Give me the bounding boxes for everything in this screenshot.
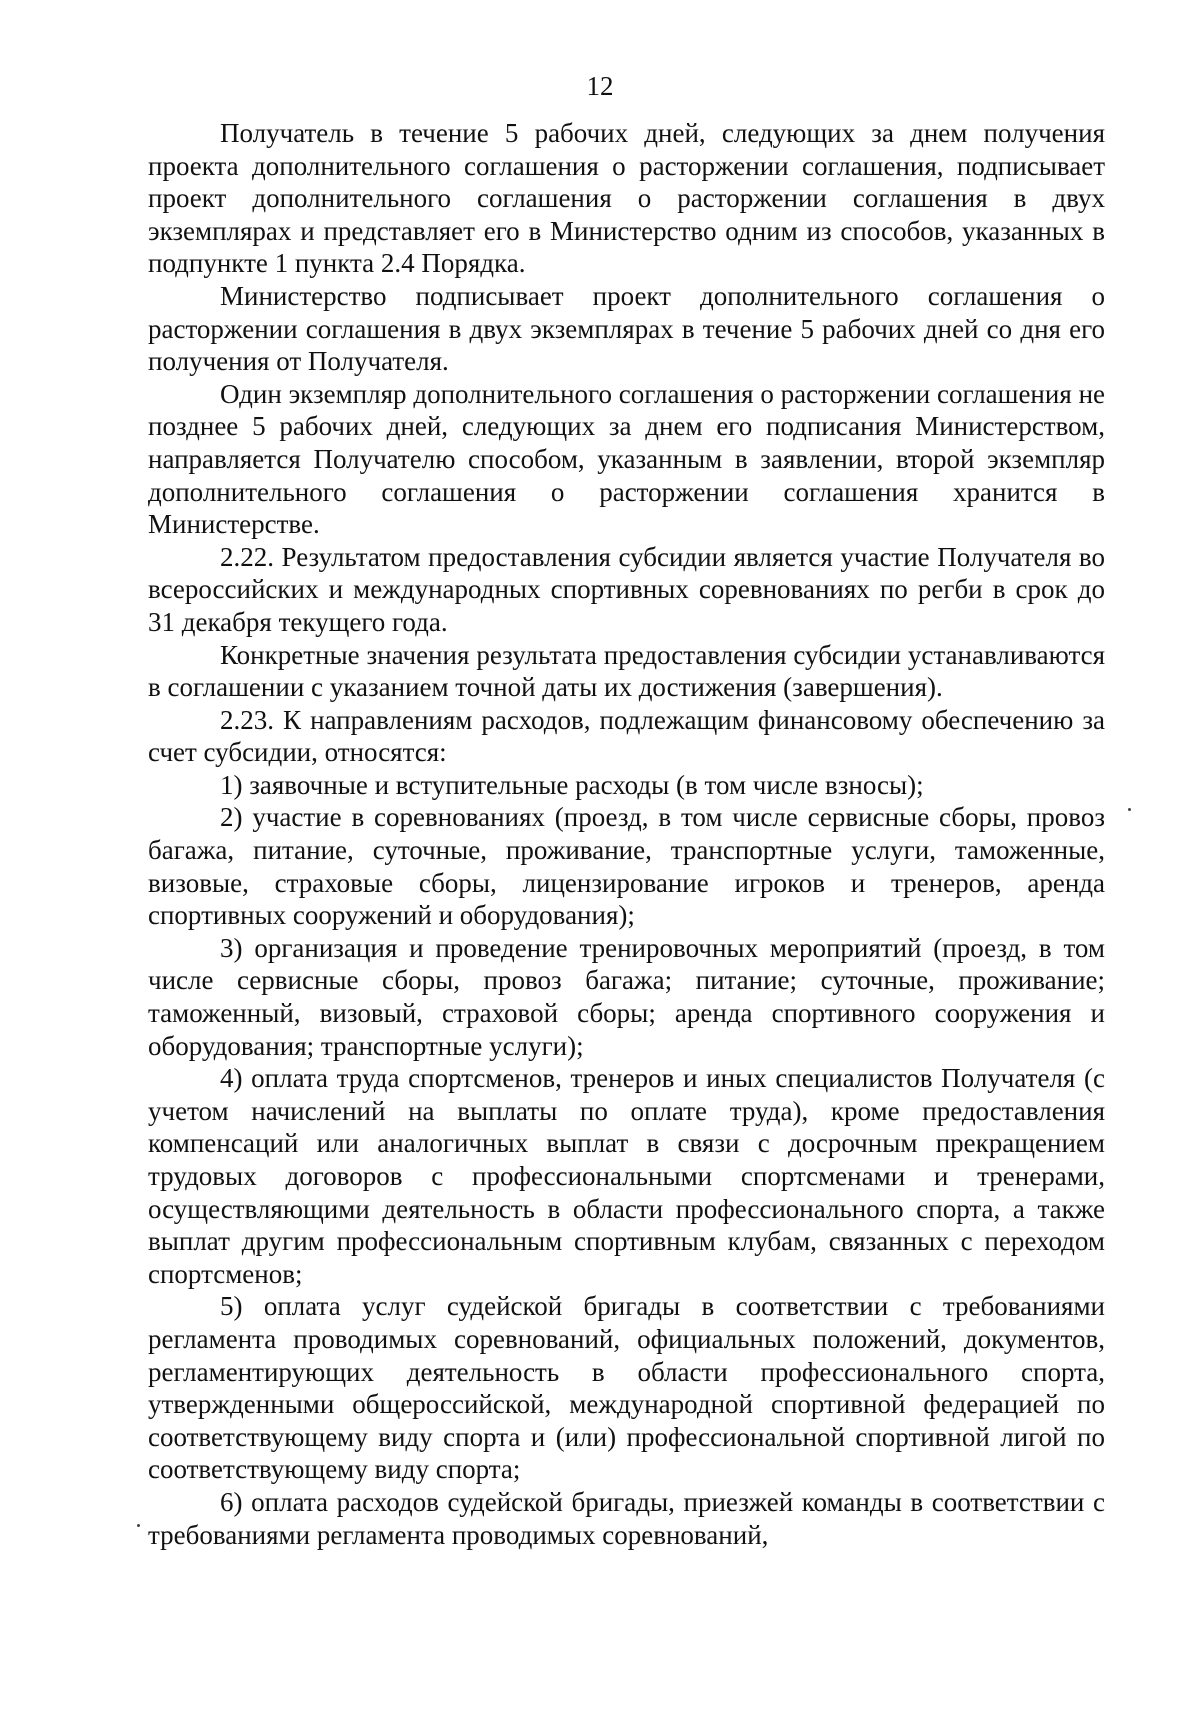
document-body bbox=[148, 117, 1105, 1551]
paragraph-recipient-signing: Получатель в течение 5 рабочих дней, следующих за днем получения проекта дополнительного соглашения о расторжении соглашения, подписывает проект дополнительного соглашения о расторжении соглашения в двух экземплярах и представляет его в Министерство одним из способов, указанных в подпункте 1 пункта 2.4 Порядка. bbox=[148, 118, 1105, 279]
page-number: 12 bbox=[586, 71, 614, 101]
paragraph-2-22-result: 2.22. Результатом предоставления субсидии является участие Получателя во всероссийских и международных спортивных соревнованиях по регби в срок до 31 декабря текущего года. bbox=[148, 541, 1105, 637]
paragraph-copy-delivery: Один экземпляр дополнительного соглашения о расторжении соглашения не позднее 5 рабочих дней, следующих за днем его подписания Министерством, направляется Получателю способом, указанным в заявлении, второй экземпляр дополнительного соглашения о расторжении соглашения хранится в Министерстве. bbox=[148, 378, 1105, 540]
list-item-5: 5) оплата услуг судейской бригады в соответствии с требованиями регламента проводимых соревнований, официальных положений, документов, регламентирующих деятельность в области профессионального спорта, утвержденными общероссийской, международной спортивной федерацией по соответствующему виду спорта и (или) профессиональной спортивной лигой по соответствующему виду спорта; bbox=[148, 1291, 1105, 1485]
list-item-4: 4) оплата труда спортсменов, тренеров и иных специалистов Получателя (с учетом начислений на выплаты по оплате труда), кроме предоставления компенсаций или аналогичных выплат в связи с досрочным прекращением трудовых договоров с профессиональными спортсменами и тренерами, осуществляющими деятельность в области профессионального спорта, а также выплат другим профессиональным спортивным клубам, связанных с переходом спортсменов; bbox=[148, 1063, 1105, 1289]
list-item-2: 2) участие в соревнованиях (проезд, в том числе сервисные сборы, провоз багажа, питание, суточные, проживание, транспортные услуги, таможенные, визовые, страховые сборы, лицензирование игроков и тренеров, аренда спортивных сооружений и оборудования); bbox=[148, 802, 1105, 931]
scan-speck bbox=[1128, 808, 1131, 811]
paragraph-2-23-expenses: 2.23. К направлениям расходов, подлежащим финансовому обеспечению за счет субсидии, относятся: bbox=[148, 704, 1105, 768]
list-item-1: 1) заявочные и вступительные расходы (в том числе взносы); bbox=[220, 769, 924, 800]
paragraph-result-values: Конкретные значения результата предоставления субсидии устанавливаются в соглашении с указанием точной даты их достижения (завершения). bbox=[148, 639, 1105, 703]
list-item-6: 6) оплата расходов судейской бригады, приезжей команды в соответствии с требованиями регламента проводимых соревнований, bbox=[148, 1486, 1105, 1550]
scan-speck bbox=[137, 1524, 140, 1527]
list-item-3: 3) организация и проведение тренировочных мероприятий (проезд, в том числе сервисные сборы, провоз багажа; питание; суточные, проживание; таможенный, визовый, страховой сборы; аренда спортивного сооружения и оборудования; транспортные услуги); bbox=[148, 932, 1105, 1061]
paragraph-ministry-signing: Министерство подписывает проект дополнительного соглашения о расторжении соглашения в двух экземплярах в течение 5 рабочих дней со дня его получения от Получателя. bbox=[148, 280, 1105, 377]
